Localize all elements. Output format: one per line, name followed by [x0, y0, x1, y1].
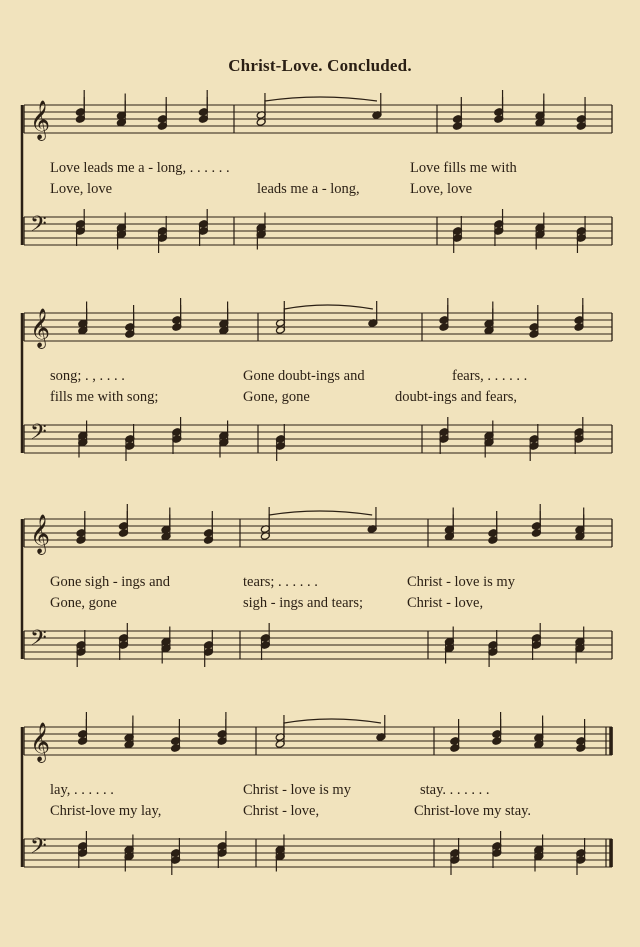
tie	[284, 305, 372, 309]
bass-staff	[24, 626, 612, 659]
lyric-segment: Gone, gone	[243, 389, 310, 405]
lyric-segment: Christ - love,	[243, 803, 320, 819]
lyric-segment: song; . , . . . .	[50, 368, 125, 384]
bass-clef-icon: 𝄢	[30, 420, 47, 450]
lyric-segment: Christ-love my lay,	[50, 803, 162, 819]
lyric-segment: Gone sigh - ings and	[50, 574, 171, 590]
treble-clef-icon: 𝄞	[30, 514, 51, 554]
lyric-segment: Christ-love my stay.	[414, 803, 532, 819]
lyric-segment: fills me with song;	[50, 389, 159, 405]
lyric-segment: Gone doubt-ings and	[243, 368, 365, 384]
treble-staff	[24, 514, 612, 555]
note	[372, 93, 382, 119]
bass-clef-icon: 𝄢	[30, 212, 47, 242]
music-system	[20, 98, 616, 268]
lyric-segment: Christ - love is my	[407, 574, 515, 590]
lyric-segment: Gone, gone	[50, 595, 117, 611]
treble-staff	[24, 100, 612, 141]
bass-staff	[24, 212, 612, 245]
treble-clef-icon: 𝄞	[30, 722, 51, 762]
tie	[269, 511, 372, 515]
note	[376, 715, 386, 741]
lyric-segment: sigh - ings and tears;	[243, 595, 364, 611]
lyric-segment: Love leads me a - long, . . . . . .	[50, 160, 230, 176]
bass-clef-icon: 𝄢	[30, 626, 47, 656]
lyric-segment: Love, love	[410, 181, 473, 197]
treble-staff	[24, 308, 612, 349]
lyric-segment: Christ - love,	[407, 595, 484, 611]
music-system	[20, 306, 616, 476]
treble-clef-icon: 𝄞	[30, 100, 51, 140]
lyric-segment: Christ - love is my	[243, 782, 351, 798]
lyric-segment: stay. . . . . . .	[420, 782, 490, 798]
bass-clef-icon: 𝄢	[30, 834, 47, 864]
note	[368, 301, 378, 327]
bass-staff	[24, 834, 612, 867]
lyric-segment: Love, love	[50, 181, 113, 197]
lyric-segment: lay, . . . . . .	[50, 782, 114, 798]
treble-clef-icon: 𝄞	[30, 308, 51, 348]
music-system	[20, 720, 616, 890]
tie	[265, 97, 377, 101]
treble-staff	[24, 722, 612, 763]
bass-staff	[24, 420, 612, 453]
lyric-segment: fears, . . . . . .	[452, 368, 528, 384]
tie	[284, 719, 381, 723]
lyric-segment: doubt-ings and fears,	[395, 389, 518, 405]
lyric-segment: Love fills me with	[410, 160, 517, 176]
hymn-title: Christ-Love. Concluded.	[228, 56, 412, 75]
note	[367, 507, 377, 533]
lyric-segment: leads me a - long,	[257, 181, 360, 197]
lyric-segment: tears; . . . . . .	[243, 574, 318, 590]
music-system	[20, 512, 616, 682]
